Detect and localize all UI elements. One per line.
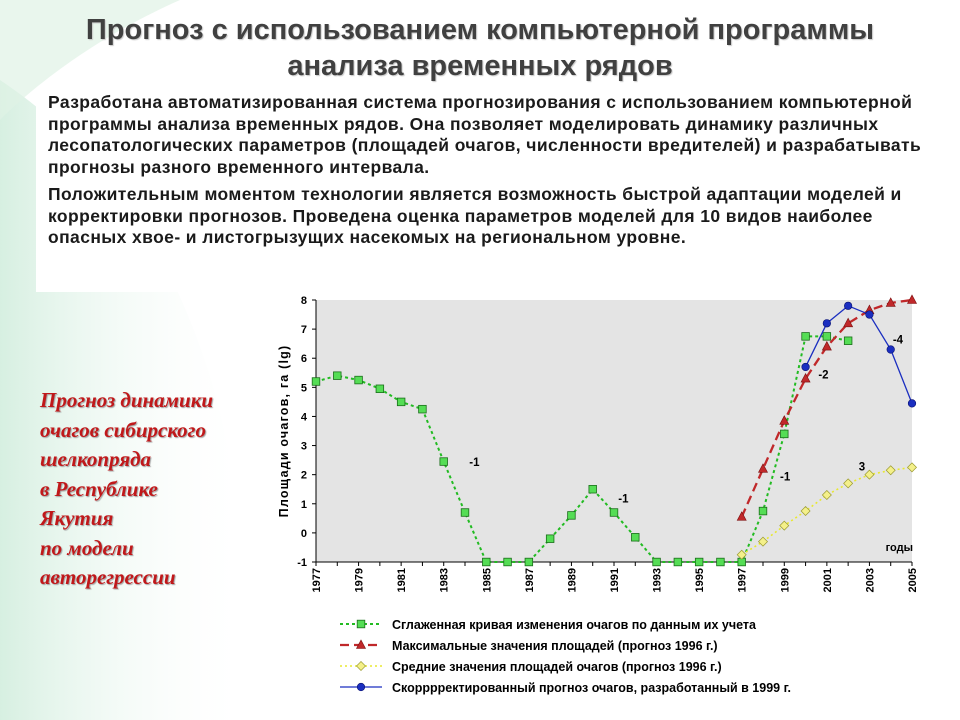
caption-line: по модели <box>40 535 134 560</box>
y-tick-label: -1 <box>297 557 307 569</box>
caption-line: авторегрессии <box>40 565 176 589</box>
x-tick-label: 1989 <box>566 568 579 593</box>
x-tick-label: 1993 <box>651 568 664 593</box>
x-tick-label: 1977 <box>311 568 323 593</box>
y-tick-label: 0 <box>300 527 307 540</box>
x-tick-label: 1987 <box>523 568 536 593</box>
x-tick-label: 1983 <box>438 568 451 593</box>
y-tick-label: 8 <box>300 295 307 307</box>
legend-label: Скорррректированный прогноз очагов, разработанный в 1999 г. <box>392 681 792 695</box>
plot-area <box>316 300 912 562</box>
y-tick-label: 7 <box>300 324 307 337</box>
annotation-label: 3 <box>858 461 866 474</box>
data-point <box>802 333 810 341</box>
data-point <box>631 533 639 541</box>
data-point <box>504 558 512 566</box>
data-point <box>780 430 788 438</box>
data-point <box>482 558 490 566</box>
x-tick-label: 1999 <box>779 568 792 593</box>
data-point <box>397 398 405 406</box>
data-point <box>674 558 682 566</box>
data-point <box>333 372 341 380</box>
y-tick-label: 1 <box>300 498 307 511</box>
annotation-label: -2 <box>818 369 829 382</box>
annotation-label: -1 <box>469 456 480 469</box>
caption-line: очагов сибирского <box>40 417 206 442</box>
y-tick-label: 3 <box>300 440 307 453</box>
x-tick-label: 1995 <box>694 568 707 593</box>
x-tick-label: 1979 <box>353 568 366 593</box>
x-axis-label: годы <box>885 542 913 554</box>
data-point <box>461 509 469 517</box>
data-point <box>717 558 725 566</box>
data-point <box>866 311 874 319</box>
data-point <box>610 509 618 517</box>
data-point <box>440 458 448 466</box>
data-point <box>355 376 363 384</box>
legend-marker <box>357 620 365 628</box>
data-point <box>759 507 767 515</box>
data-point <box>525 558 533 566</box>
title-line-2: анализа временных рядов <box>287 50 673 82</box>
y-axis-label: Площади очагов, га (lg) <box>277 344 291 518</box>
data-point <box>802 363 810 371</box>
y-tick-label: 2 <box>300 469 307 482</box>
data-point <box>695 558 703 566</box>
data-point <box>419 405 427 413</box>
data-point <box>589 485 597 493</box>
data-point <box>908 295 917 304</box>
x-tick-label: 1981 <box>396 568 409 593</box>
legend-label: Максимальные значения площадей (прогноз 1996 г.) <box>392 639 718 653</box>
x-tick-label: 2001 <box>821 568 834 593</box>
data-point <box>312 378 320 386</box>
y-tick-label: 5 <box>300 382 307 395</box>
description-paragraph-2: Положительным моментом технологии является возможность быстрой адаптации моделей и корректировки прогнозов. Проведена оценка параметров моделей для 10 видов наиболее опасных хвое- и листогрызущих насекомых на региональном уровне. <box>48 184 902 247</box>
data-point <box>823 319 831 327</box>
data-point <box>568 512 576 520</box>
caption-line: Якутия <box>40 506 114 530</box>
legend-marker <box>357 683 365 691</box>
caption-line: шелкопряда <box>40 447 152 471</box>
data-point <box>546 535 554 543</box>
caption-line: Прогноз динамики <box>40 388 214 412</box>
x-tick-label: 1991 <box>609 568 621 593</box>
legend-label: Сглаженная кривая изменения очагов по данным их учета <box>392 618 756 632</box>
x-tick-label: 1997 <box>736 568 749 593</box>
data-point <box>376 385 384 393</box>
caption-line: в Республике <box>40 476 158 501</box>
x-tick-label: 1985 <box>481 568 494 593</box>
x-tick-label: 2005 <box>907 568 919 593</box>
legend-label: Средние значения площадей очагов (прогноз 1996 г.) <box>392 660 722 674</box>
data-point <box>844 302 852 310</box>
data-point <box>908 400 916 408</box>
legend-marker <box>357 662 366 671</box>
data-point <box>887 346 895 354</box>
annotation-label: -1 <box>618 493 629 506</box>
y-tick-label: 6 <box>300 353 307 366</box>
data-point <box>653 558 661 566</box>
annotation-label: -4 <box>892 334 904 347</box>
data-point <box>823 333 831 341</box>
title-line-1: Прогноз с использованием компьютерной программы <box>85 14 875 46</box>
description-paragraph-1: Разработана автоматизированная система прогнозирования с использованием компьютерной программы анализа временных рядов. Она позволяет моделировать динамику различных лесопатологических параметров (площадей очагов, численности вредителей) и разрабатывать прогнозы разного временного интервала. <box>48 92 922 177</box>
data-point <box>844 337 852 345</box>
y-tick-label: 4 <box>300 411 307 424</box>
annotation-label: -1 <box>780 471 791 484</box>
x-tick-label: 2003 <box>864 568 877 593</box>
